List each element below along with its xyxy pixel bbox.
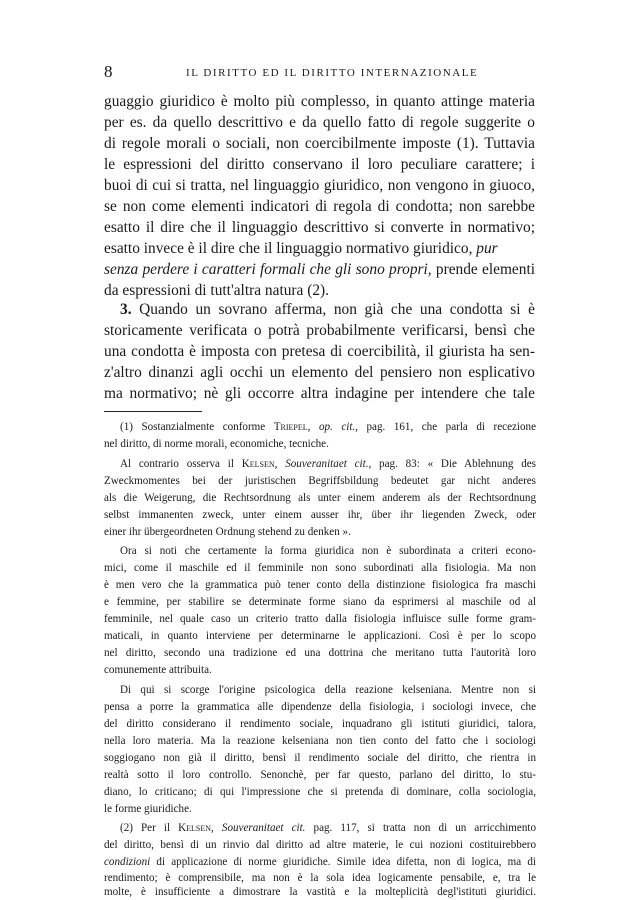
footnote-line: realtà sotto il loro controllo. Senonchè, per far questo, parlano del diritto, lo stu-	[104, 769, 536, 781]
text-line: z'altro dinanzi agli occhi un elemento del pensiero non esplicativo	[104, 364, 535, 381]
text-line: per es. da quello descrittivo e da quello fatto di regole suggerite o	[104, 114, 535, 131]
text-span: prende elementi	[431, 261, 535, 278]
footnote-line	[120, 456, 536, 473]
italic-span: condizioni	[104, 856, 151, 868]
text-span: Al contrario osserva il	[120, 458, 242, 470]
footnote-line: als die Weigerung, die Rechtsordnung als unter einem anderem als der Rechtsordnung	[104, 492, 536, 504]
footnote-line: rendimento; è comprensibile, ma non è la sola idea logicamente pensabile, e, tra le	[104, 872, 536, 884]
section-number: 3.	[120, 301, 132, 318]
text-span: Quando un sovrano afferma, non già che una condotta si è	[131, 301, 535, 318]
footnote-line: le forme giuridiche.	[104, 803, 192, 815]
text-span: pag. 117, si tratta non di un arricchimento	[305, 822, 536, 834]
text-span: di applicazione di norme giuridiche. Simile idea difetta, non di logica, ma di	[150, 856, 536, 868]
text-line	[120, 299, 535, 321]
text-span: (2) Per il	[120, 822, 179, 834]
text-span: ,	[211, 822, 222, 834]
running-title: IL DIRITTO ED IL DIRITTO INTERNAZIONALE	[186, 67, 479, 79]
footnote-line: nella loro materia. Ma la reazione kelseniana non tien conto del fatto che i sociologi	[104, 735, 536, 747]
italic-span: op. cit.	[318, 421, 356, 433]
text-span: , pag. 161, che parla di recezione	[355, 421, 537, 433]
footnote-line: molte, è insufficiente a dimostrare la vastità e la molteplicità degl'istituti giuridici.	[104, 886, 536, 898]
footnote-2	[120, 820, 536, 837]
text-line: una condotta è imposta con pretesa di coercibilità, il giurista ha sen-	[104, 343, 535, 360]
footnote-line: diano, lo criticano; di qui l'impressione che si pretenda di dominare, colla sociologia,	[104, 786, 536, 798]
text-line: da espressioni di tutt'altra natura (2).	[104, 282, 330, 299]
footnote-line: selbst immanenten zweck, unter einem ausser ihr, über ihr liegenden Zweck, oder	[104, 509, 536, 521]
running-header	[104, 62, 536, 84]
text-span: (1) Sostanzialmente conforme	[120, 421, 274, 433]
text-line: le espressioni del diritto conservano il loro peculiare carattere; i	[104, 156, 535, 173]
footnote-line: del diritto, bensì di un rinvio dal diritto ad altre materie, le cui nozioni costituirebbero	[104, 839, 536, 851]
text-line	[104, 238, 535, 260]
author-name: Kelsen	[178, 822, 212, 834]
text-line: buoi di cui si tratta, nel linguaggio giuridico, non vengono in giuoco,	[104, 177, 535, 194]
text-span: esatto invece è il dire che il linguaggio normativo giuridico,	[104, 240, 477, 257]
footnote-line: comunemente attribuita.	[104, 664, 212, 676]
text-line: guaggio giuridico è molto più complesso, in quanto attinge materia	[104, 93, 535, 110]
footnote-line: Zweckmomentes bei der juristischen Begriffsbildung bedeutet gar nicht anderes	[104, 475, 536, 487]
footnote-line: Ora si noti che certamente la forma giuridica non è subordinata a criteri econo-	[120, 545, 536, 557]
author-name: Kelsen	[241, 458, 275, 470]
footnote-line: mici, come il maschile ed il femminile non sono subordinati alla fisiologia. Ma non	[104, 562, 536, 574]
text-line: storicamente verificata o potrà probabilmente verificarsi, bensì che	[104, 322, 535, 339]
page-number: 8	[104, 62, 113, 81]
text-span: ,	[307, 421, 319, 433]
author-name: Triepel	[273, 421, 308, 433]
footnote-line: maticali, in quanto interviene per determinarne le applicazioni. Così è per lo scopo	[104, 630, 536, 642]
italic-span: Souveranitaet cit.	[221, 822, 306, 834]
footnote-1	[120, 419, 536, 436]
footnote-line: nel diritto, secondo una tradizione ed una dottrina che meritano tutta l'autorità loro	[104, 647, 536, 659]
italic-span: Souveranitaet cit.	[285, 458, 369, 470]
footnote-line: è men vero che la grammatica può tener conto della distinzione fisiologica fra maschi	[104, 579, 536, 591]
text-line	[104, 259, 535, 281]
footnote-line: Di qui si scorge l'origine psicologica della reazione kelseniana. Mentre non si	[120, 684, 536, 696]
text-span: ,	[274, 458, 286, 470]
text-span: , pag. 83: « Die Ablehnung des	[368, 458, 536, 470]
footnote-line: pensa a porre la grammatica alle dipendenze della fisiologia, i sociologi invece, che	[104, 701, 536, 713]
footnote-line: femminile, nel quale caso un criterio tratto dalla fisiologia influisce sulle forme gram-	[104, 613, 536, 625]
text-line: se non come elementi indicatori di regola di condotta; non sarebbe	[104, 198, 535, 215]
footnote-line: e femmine, per stabilire se determinate forme siano da esprimersi al maschile od al	[104, 596, 536, 608]
footnote-line: soggiogano non già il diritto, bensì il rendimento sociale del diritto, che rientra in	[104, 752, 536, 764]
footnote-line: nel diritto, di norme morali, economiche, tecniche.	[104, 438, 329, 450]
footnote-line: del diritto considerano il rendimento sociale, inquadrano gli istituti giuridici, talora,	[104, 718, 536, 730]
text-line: di regole morali o sociali, non coercibilmente imposte (1). Tuttavia	[104, 135, 535, 152]
footnote-line: einer ihr übergeordneten Ordnung stehend zu denken ».	[104, 526, 351, 538]
text-line: esatto il dire che il linguaggio descrittivo si converte in normativo;	[104, 219, 535, 236]
text-line: ma normativo; nè gli occorre altra indagine per intendere che tale	[104, 385, 535, 402]
footnote-rule	[104, 411, 202, 412]
italic-span: pur	[476, 240, 498, 257]
footnote-line	[104, 854, 536, 871]
italic-span: senza perdere i caratteri formali che gli sono propri,	[104, 261, 432, 278]
